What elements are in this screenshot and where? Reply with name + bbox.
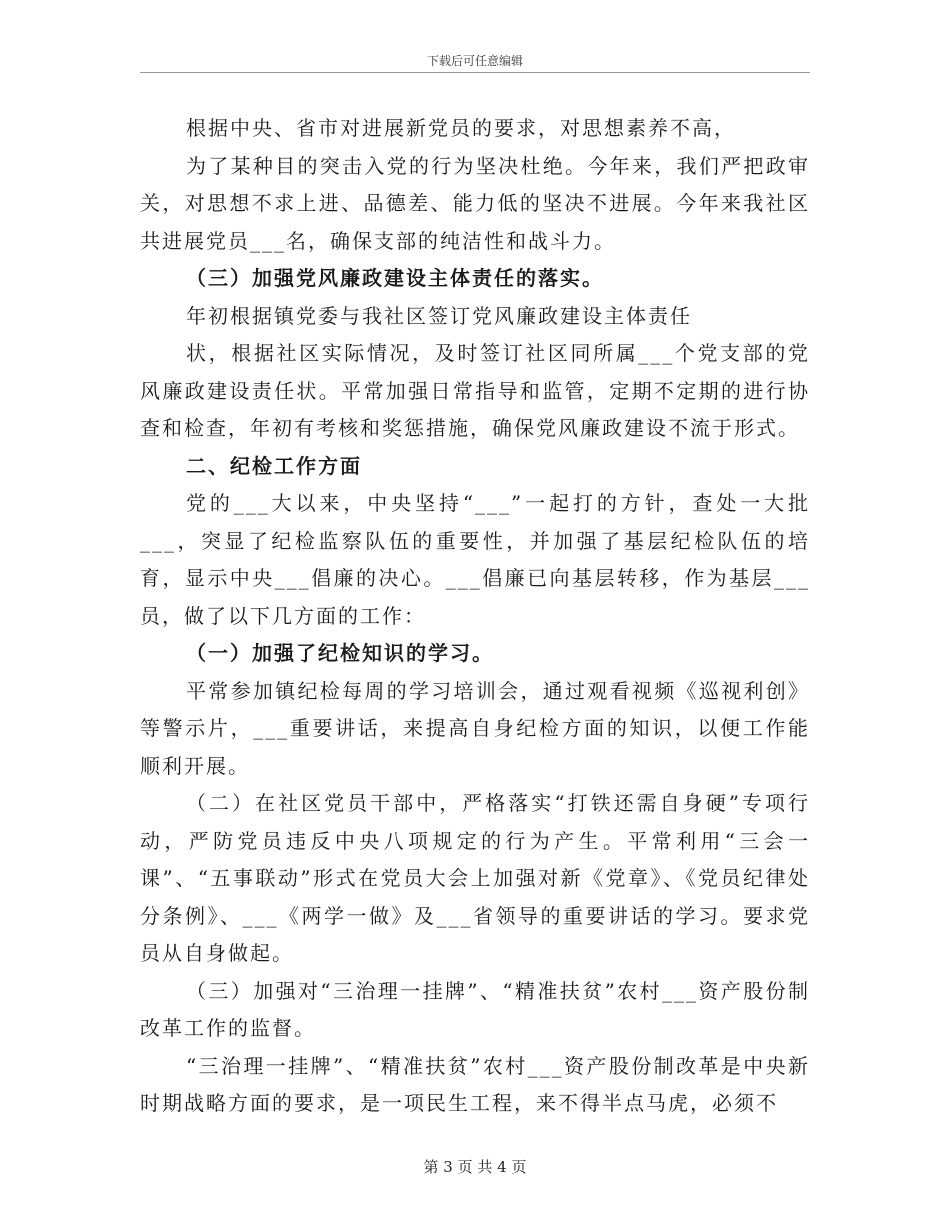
paragraph-12: “三治理一挂牌”、“精准扶贫”农村___资产股份制改革是中央新时期战略方面的要求，是一项民生工程，来不得半点马虎，必须不	[140, 1053, 810, 1115]
section-heading-3: （三）加强党风廉政建设主体责任的落实。	[186, 266, 604, 290]
page-footer: 第 3 页 共 4 页	[423, 1158, 527, 1176]
header-divider	[140, 72, 810, 73]
paragraph-11: （三）加强对“三治理一挂牌”、“精准扶贫”农村___资产股份制改革工作的监督。	[140, 978, 810, 1040]
paragraph-5: 状，根据社区实际情况，及时签订社区同所属___个党支部的党风廉政建设责任状。平常加强日常指导和监管，定期不定期的进行协查和检查，年初有考核和奖惩措施，确保党风廉政建设不流于形式。	[140, 341, 810, 440]
section-heading-study: （一）加强了纪检知识的学习。	[186, 641, 494, 665]
paragraph-9: 平常参加镇纪检每周的学习培训会，通过观看视频《巡视利创》等警示片，___重要讲话，来提高自身纪检方面的知识，以便工作能顺利开展。	[140, 678, 810, 778]
paragraph-7: 党的___大以来，中央坚持“___”一起打的方针，查处一大批___，突显了纪检监察队伍的重要性，并加强了基层纪检队伍的培育，显示中央___倡廉的决心。___倡廉已向基层转移，作为基层___员，做了以下几方面的工作：	[140, 491, 810, 628]
document-body	[140, 110, 810, 1123]
section-heading-discipline: 二、纪检工作方面	[186, 453, 362, 478]
paragraph-1: 根据中央、省市对进展新党员的要求，对思想素养不高，	[186, 116, 736, 140]
paragraph-4: 年初根据镇党委与我社区签订党风廉政建设主体责任	[186, 303, 692, 328]
paragraph-2: 为了某种目的突击入党的行为坚决杜绝。今年来，我们严把政审关，对思想不求上进、品德差、能力低的坚决不进展。今年来我社区共进展党员___名，确保支部的纯洁性和战斗力。	[140, 153, 810, 253]
paragraph-10: （二）在社区党员干部中，严格落实“打铁还需自身硬”专项行动，严防党员违反中央八项规定的行为产生。平常利用“三会一课”、“五事联动”形式在党员大会上加强对新《党章》、《党员纪律处分条例》、___《两学一做》及___省领导的重要讲话的学习。要求党员从自身做起。	[140, 791, 810, 965]
page-header: 下载后可任意编辑	[426, 54, 523, 68]
